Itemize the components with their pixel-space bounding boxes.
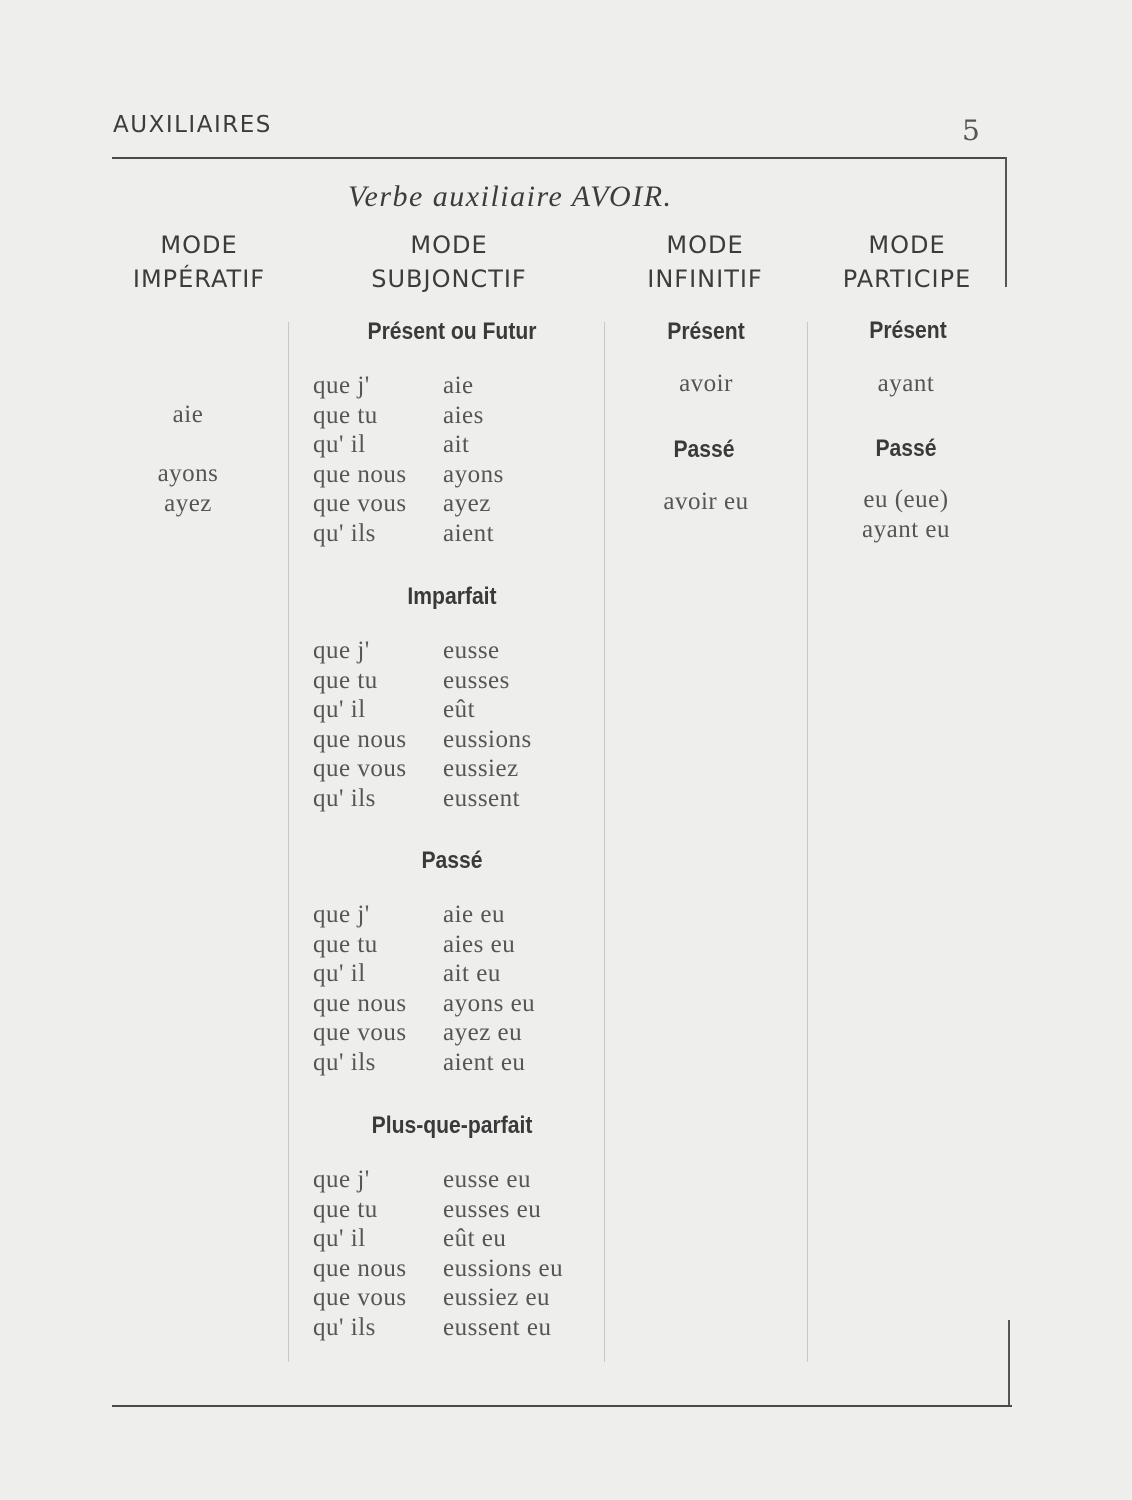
imperatif-form: ayez [164, 490, 212, 517]
mode-header-imperatif [84, 228, 314, 296]
page-number: 5 [962, 114, 980, 147]
pronoun: que j' [313, 637, 370, 664]
pronoun: qu' il [313, 960, 366, 988]
pronoun: qu' il [313, 431, 366, 459]
running-title: AUXILIAIRES [113, 112, 272, 138]
mode-label: MODE [160, 231, 238, 259]
pronoun: que tu [313, 930, 378, 958]
column-divider [807, 322, 808, 1362]
mode-header-subjonctif [334, 228, 564, 296]
participe-present-form: ayant [877, 370, 935, 397]
mode-label: MODE [868, 231, 946, 259]
pronoun: que vous [313, 755, 407, 783]
pronoun: que j' [313, 372, 370, 399]
tense-heading-plus-que-parfait: Plus-que-parfait [371, 1112, 533, 1139]
bottom-rule [112, 1405, 1012, 1407]
tense-heading-present-futur: Présent ou Futur [367, 318, 537, 345]
imperatif-form: aie [172, 401, 204, 428]
pronoun: que tu [313, 666, 378, 694]
verb-form: ayez eu [443, 1019, 523, 1047]
mode-name: IMPÉRATIF [132, 265, 266, 293]
verb-form: eussent [443, 785, 521, 812]
column-divider [604, 322, 605, 1362]
verb-form: eussiez [443, 755, 519, 783]
mode-name: INFINITIF [647, 265, 763, 293]
pronoun: que vous [313, 1019, 407, 1047]
mode-header-participe [792, 228, 1022, 296]
pronoun: qu' ils [313, 520, 376, 547]
pronoun: qu' il [313, 696, 366, 724]
infinitif-passe-form: avoir eu [663, 488, 749, 515]
verb-form: eût [443, 696, 476, 724]
mode-name: SUBJONCTIF [371, 265, 527, 293]
mode-header-infinitif [590, 228, 820, 296]
column-divider [288, 322, 289, 1362]
mode-label: MODE [666, 231, 744, 259]
pronoun: que tu [313, 1195, 378, 1223]
infinitif-present-form: avoir [679, 370, 733, 397]
verb-form: aient [443, 520, 495, 547]
verb-form: ait [443, 431, 470, 459]
verb-form: ayez [443, 490, 491, 518]
imperatif-form: ayons [157, 460, 219, 487]
verb-form: eussions [443, 725, 532, 753]
right-rule-bottom [1008, 1320, 1010, 1406]
verb-form: aient eu [443, 1049, 526, 1076]
pronoun: que vous [313, 1284, 407, 1312]
verb-form: eusses eu [443, 1195, 542, 1223]
pronoun: que j' [313, 901, 370, 928]
pronoun: que nous [313, 1254, 407, 1282]
pronoun: que tu [313, 401, 378, 429]
pronoun: que nous [313, 989, 407, 1017]
verb-form: eussent eu [443, 1314, 552, 1341]
verb-form: aies [443, 401, 484, 429]
participe-passe-form: eu (eue) [863, 486, 949, 513]
top-rule [112, 157, 1007, 159]
verb-form: eusse [443, 637, 500, 664]
mode-label: MODE [410, 231, 488, 259]
verb-form: aie eu [443, 901, 505, 928]
pronoun: que nous [313, 725, 407, 753]
tense-heading-infinitif-present: Présent [667, 318, 745, 345]
pronoun: que nous [313, 460, 407, 488]
pronoun: qu' ils [313, 785, 376, 812]
tense-heading-imparfait: Imparfait [407, 583, 497, 610]
verb-form: eusse eu [443, 1166, 531, 1193]
tense-heading-passe: Passé [421, 847, 483, 874]
pronoun: que j' [313, 1166, 370, 1193]
verb-form: ait eu [443, 960, 501, 988]
verb-form: eussiez eu [443, 1284, 551, 1312]
verb-form: aie [443, 372, 474, 399]
verb-form: eusses [443, 666, 510, 694]
pronoun: qu' ils [313, 1049, 376, 1076]
verb-form: ayons eu [443, 989, 536, 1017]
verb-form: eût eu [443, 1225, 507, 1253]
pronoun: qu' il [313, 1225, 366, 1253]
pronoun: que vous [313, 490, 407, 518]
verb-form: ayons [443, 460, 504, 488]
mode-name: PARTICIPE [842, 265, 972, 293]
participe-passe-compound-form: ayant eu [862, 516, 950, 543]
tense-heading-infinitif-passe: Passé [673, 436, 735, 463]
table-title: Verbe auxiliaire AVOIR. [348, 180, 673, 213]
verb-form: eussions eu [443, 1254, 564, 1282]
tense-heading-participe-present: Présent [869, 317, 947, 344]
pronoun: qu' ils [313, 1314, 376, 1341]
verb-form: aies eu [443, 930, 516, 958]
tense-heading-participe-passe: Passé [875, 435, 937, 462]
